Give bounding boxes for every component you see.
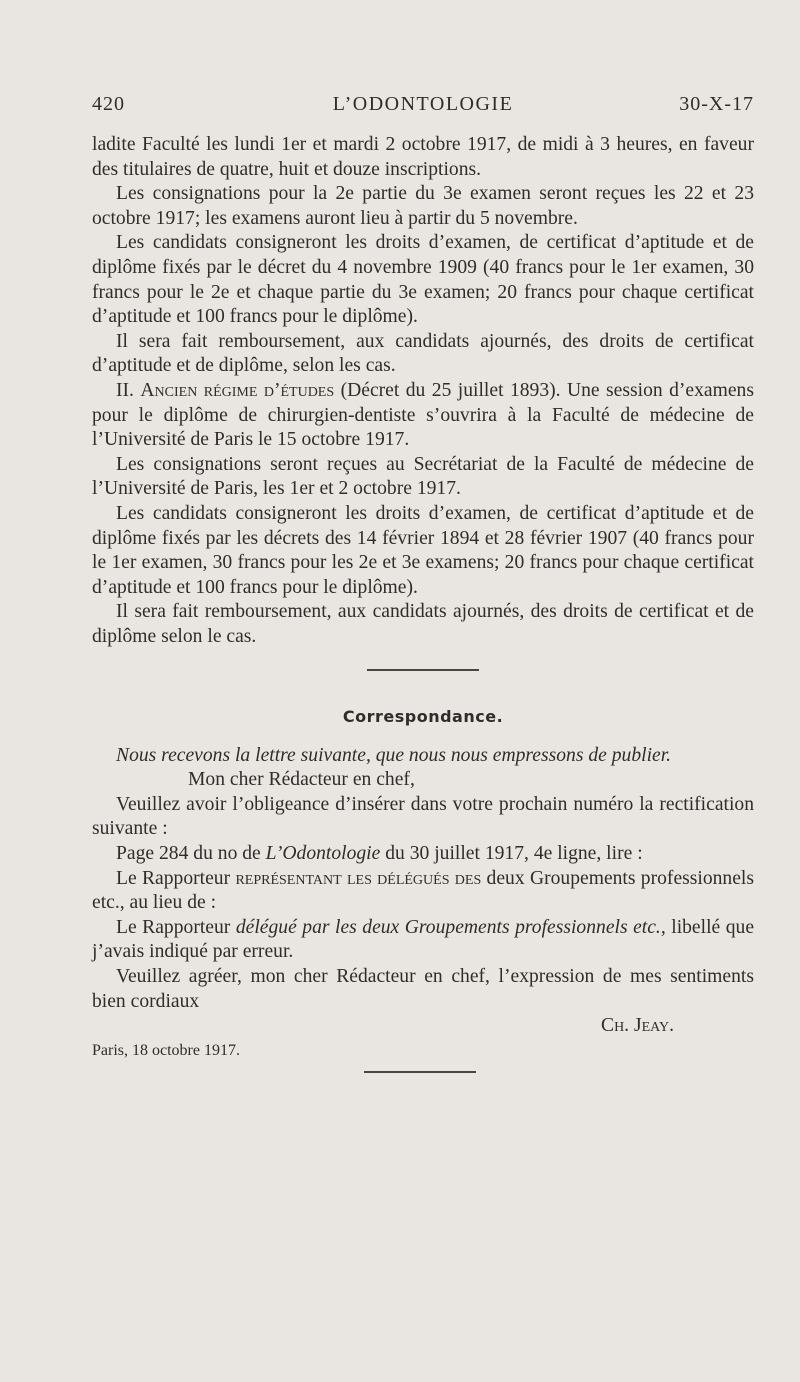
letter-line-2-post: du 30 juillet 1917, 4e ligne, lire : [385,842,643,864]
letter-line-2-pre: Page 284 du no de [116,842,261,864]
paragraph-8: Il sera fait remboursement, aux candidats ajournés, des droits de certificat et de diplôme selon le cas. [92,601,754,647]
divider-rule [367,669,479,671]
page-number: 420 [92,93,125,115]
letter-line-5: Veuillez agréer, mon cher Rédacteur en chef, l’expression de mes sentiments bien cordiaux [92,965,754,1012]
signature: Ch. Jeay. [601,1015,674,1037]
end-rule [364,1071,476,1073]
letter-line-1: Veuillez avoir l’obligeance d’insérer dans votre prochain numéro la rectification suivante : [92,793,754,840]
paragraph-5-text: (Décret du 25 juillet 1893). Une session d’examens pour le diplôme de chirurgien-dentiste s’ouvrira à la Faculté de médecine de l’Université de Paris le 15 octobre 1917. [92,379,754,451]
correspondence-intro: Nous recevons la lettre suivante, que nous nous empressons de publier. [116,744,672,766]
running-header [92,93,754,123]
letter-line-3-pre: Le Rapporteur [116,867,231,889]
correspondence-title: Correspondance. [342,706,504,726]
section-number: II. [116,379,134,401]
journal-title: L’ODONTOLOGIE [332,93,514,115]
letter-line-3-post: deux Groupements professionnels etc., au lieu de : [92,867,754,914]
letter-salutation: Mon cher Rédacteur en chef, [188,769,415,791]
issue-date: 30-X-17 [679,93,754,115]
letter-line-4-post: libellé que j’avais indiqué par erreur. [92,916,755,963]
letter-line-3 [92,867,754,916]
paragraph-6: Les consignations seront reçues au Secrétariat de la Faculté de médecine de l’Université de Paris, les 1er et 2 octobre 1917. [92,453,754,500]
paragraph-3: Les candidats consigneront les droits d’examen, de certificat d’aptitude et de diplôme fixés par le décret du 4 novembre 1909 (40 francs pour le 1er examen, 30 francs pour le 2e et chaque partie du 3e examen; 20 francs pour chaque certificat d’aptitude et 100 francs pour le diplôme). [92,232,754,328]
section-heading: Ancien régime d’études [140,379,335,401]
letter-line-3-caps: représentant les délégués des [235,867,482,889]
article-body [92,133,754,1073]
letter-line-4-pre: Le Rapporteur [116,916,231,938]
paragraph-7: Les candidats consigneront les droits d’examen, de certificat d’aptitude et de diplôme fixés par les décrets des 14 février 1894 et 28 février 1907 (40 francs pour le 1er examen, 30 francs pour les 2e et 3e examens; 20 francs pour chaque certificat d’aptitude et 100 francs pour le diplôme). [92,502,754,598]
letter-line-4-italic: délégué par les deux Groupements professionnels etc., [235,916,666,938]
letter-line-2 [92,842,754,867]
journal-name: L’Odontologie [265,842,381,864]
paragraph-4: Il sera fait remboursement, aux candidats ajournés, des droits de certificat d’aptitude et de diplôme, selon les cas. [92,330,754,377]
paragraph-2: Les consignations pour la 2e partie du 3e examen seront reçues les 22 et 23 octobre 1917; les examens auront lieu à partir du 5 novembre. [92,183,754,229]
place-date: Paris, 18 octobre 1917. [92,1041,240,1059]
paragraph-5 [92,379,754,453]
paragraph-1: ladite Faculté les lundi 1er et mardi 2 octobre 1917, de midi à 3 heures, en faveur des titulaires de quatre, huit et douze inscriptions. [92,134,754,180]
letter-line-4 [92,916,754,965]
